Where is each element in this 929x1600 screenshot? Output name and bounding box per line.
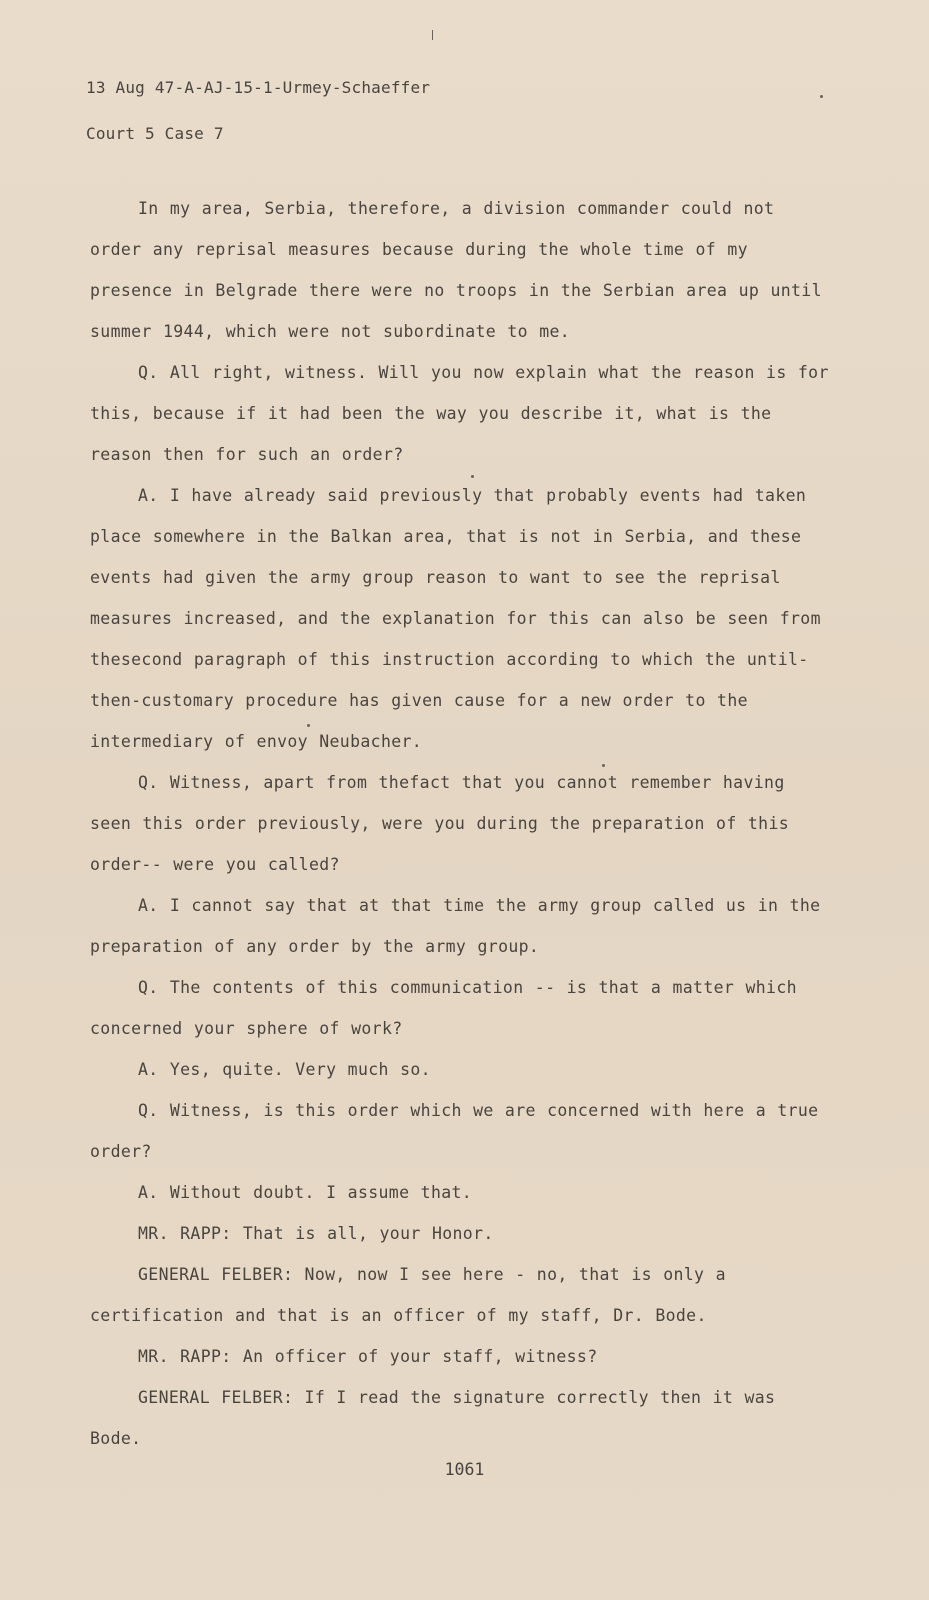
paper-speck xyxy=(820,95,823,98)
paragraph-speaker-felber: GENERAL FELBER: If I read the signature correctly then it was Bode. xyxy=(90,1388,776,1448)
paragraph-speaker-rapp: MR. RAPP: That is all, your Honor. xyxy=(138,1224,494,1243)
paragraph-answer: A. Without doubt. I assume that. xyxy=(138,1183,473,1202)
paragraph-answer: A. Yes, quite. Very much so. xyxy=(138,1060,431,1079)
paragraph-answer: A. I have already said previously that probably events had taken place somewhere in the Balkan area, that is not in Serbia, and these events had given the army group reason to want to see the reprisal measures increased, and the explanation for this can also be seen from thesecond paragraph of this instruction according to which the until-then-customary procedure has given cause for a new order to the intermediary of envoy Neubacher. xyxy=(90,486,821,751)
court-case-label: Court 5 Case 7 xyxy=(86,124,224,143)
paragraph-speaker-felber: GENERAL FELBER: Now, now I see here - no, that is only a certification and that is an officer of my staff, Dr. Bode. xyxy=(90,1265,726,1325)
paragraph-question: Q. Witness, apart from thefact that you cannot remember having seen this order previously, were you during the preparation of this order-- were you called? xyxy=(90,773,790,874)
document-reference: 13 Aug 47-A-AJ-15-1-Urmey-Schaeffer xyxy=(86,78,431,97)
paragraph-question: Q. Witness, is this order which we are concerned with here a true order? xyxy=(90,1101,819,1161)
paragraph-question: Q. The contents of this communication -- is that a matter which concerned your sphere of work? xyxy=(90,978,797,1038)
paragraph-speaker-rapp: MR. RAPP: An officer of your staff, witness? xyxy=(138,1347,598,1366)
page-number: 1061 xyxy=(444,1460,485,1479)
paper-mark xyxy=(432,30,433,40)
transcript-body xyxy=(90,188,830,1459)
paragraph-question: Q. All right, witness. Will you now explain what the reason is for this, because if it had been the way you describe it, what is the reason then for such an order? xyxy=(90,363,829,464)
paragraph-answer: A. I cannot say that at that time the army group called us in the preparation of any order by the army group. xyxy=(90,896,821,956)
paragraph-testimony: In my area, Serbia, therefore, a division commander could not order any reprisal measures because during the whole time of my presence in Belgrade there were no troops in the Serbian area up until summer 1944, which were not subordinate to me. xyxy=(90,199,822,341)
